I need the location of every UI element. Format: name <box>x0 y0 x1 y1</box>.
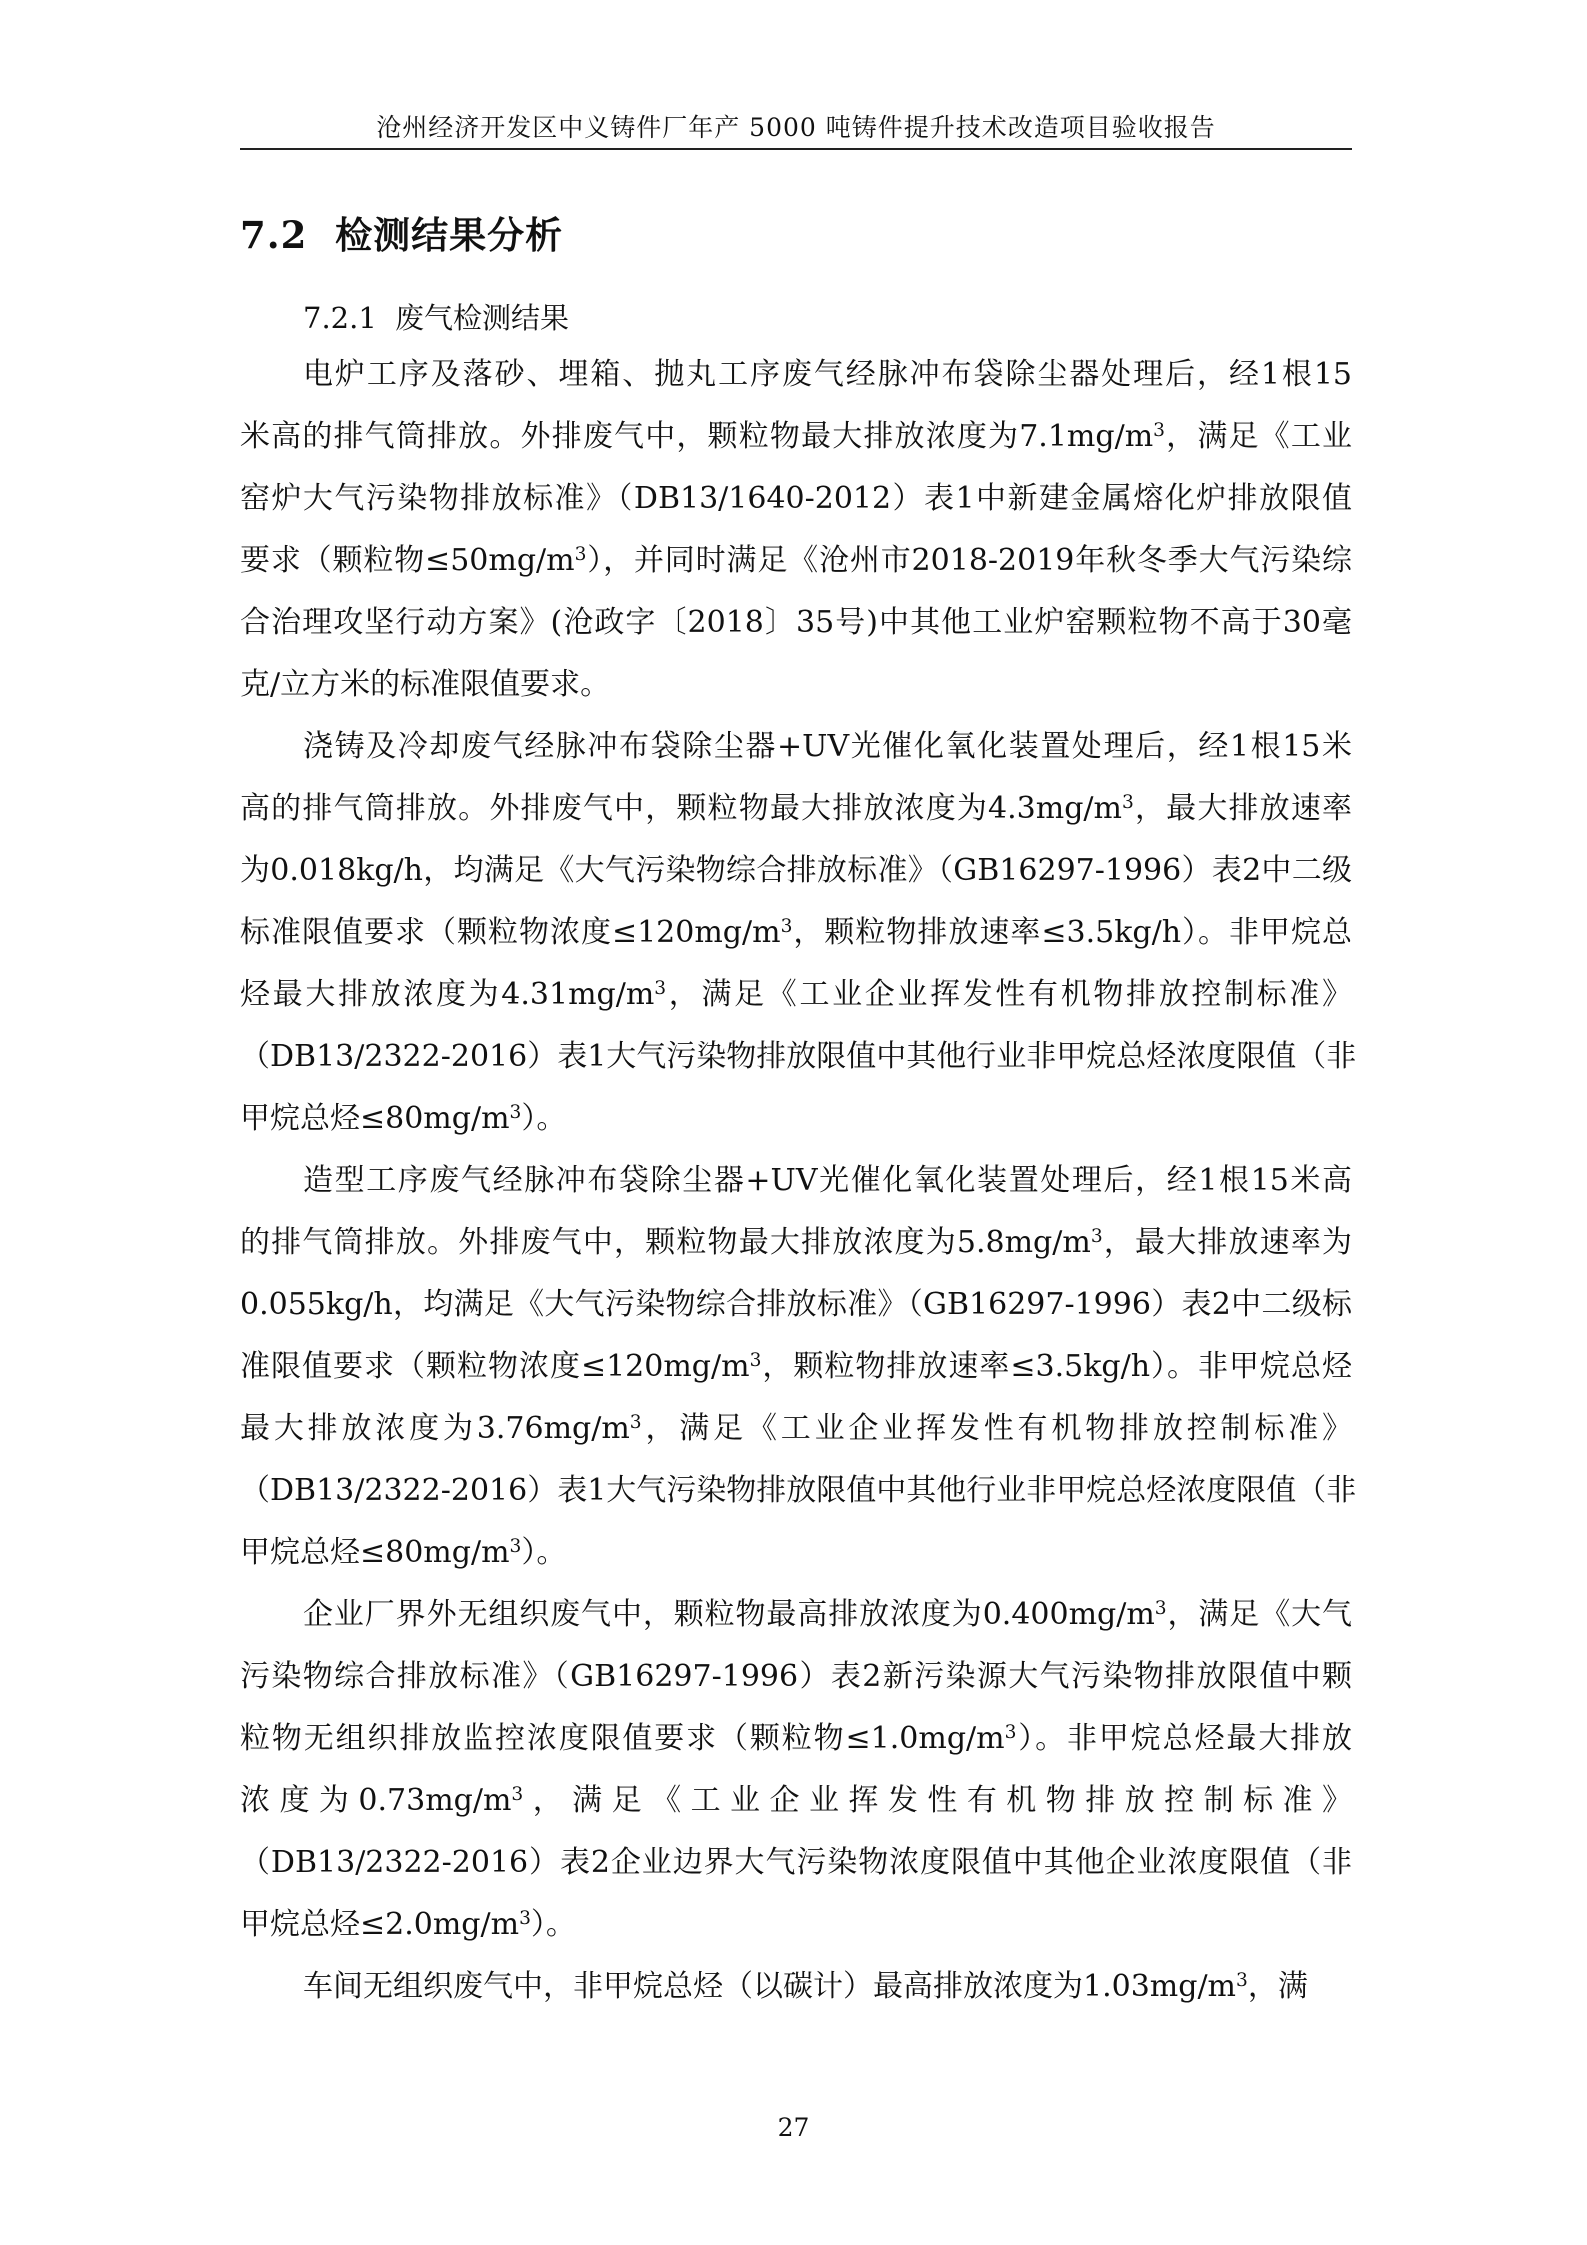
paragraph-line <box>240 1026 1357 1088</box>
superscript: 3 <box>780 915 793 937</box>
line-text: ，满足《工业企业挥发性有机物排放控制标准》 <box>641 1411 1352 1446</box>
paragraph-line <box>240 840 1352 902</box>
line-text: ，满足《大气 <box>1166 1597 1352 1632</box>
superscript: 3 <box>511 1783 524 1805</box>
line-text: ，满 <box>1247 1969 1308 2004</box>
paragraph-line <box>240 1894 1352 1956</box>
section-title: 检测结果分析 <box>335 213 564 257</box>
line-text: ，最大排放速率 <box>1133 791 1352 826</box>
line-text: 高的排气筒排放。外排废气中，颗粒物最大排放浓度为4.3mg/m <box>240 791 1122 826</box>
paragraph-line <box>240 1832 1352 1894</box>
line-text: ，满足《工业 <box>1164 419 1352 454</box>
superscript: 3 <box>749 1349 762 1371</box>
paragraph-line <box>240 1336 1352 1398</box>
line-text: 企业厂界外无组织废气中，颗粒物最高排放浓度为0.400mg/m <box>303 1597 1155 1632</box>
paragraph-line <box>240 1460 1357 1522</box>
line-text: 浓度为0.73mg/m <box>240 1783 512 1818</box>
paragraph <box>240 716 1357 1150</box>
superscript: 3 <box>1236 1969 1248 1991</box>
superscript: 3 <box>1153 419 1165 441</box>
paragraph-line <box>240 1522 1352 1584</box>
line-text: 甲烷总烃≤80mg/m <box>240 1535 510 1570</box>
paragraph-line <box>240 778 1352 840</box>
subsection-title: 废气检测结果 <box>395 301 570 335</box>
superscript: 3 <box>1090 1225 1103 1247</box>
running-header: 沧州经济开发区中义铸件厂年产 5000 吨铸件提升技术改造项目验收报告 <box>376 113 1216 142</box>
paragraph-line <box>240 1770 1352 1832</box>
paragraph-line <box>240 468 1352 530</box>
line-text: 0.055kg/h，均满足《大气污染物综合排放标准》（GB16297-1996）表2中二级标 <box>240 1287 1352 1322</box>
superscript: 3 <box>509 1101 522 1123</box>
paragraph-line <box>240 1150 1352 1212</box>
line-text: 车间无组织废气中，非甲烷总烃（以碳计）最高排放浓度为1.03mg/m <box>303 1969 1237 2004</box>
line-text: 标准限值要求（颗粒物浓度≤120mg/m <box>240 915 781 950</box>
header-rule <box>240 148 1352 150</box>
line-text: ）。 <box>521 1535 567 1570</box>
line-text: ），并同时满足《沧州市2018-2019年秋冬季大气污染综 <box>586 543 1352 578</box>
line-text: 克/立方米的标准限值要求。 <box>240 667 611 702</box>
paragraph <box>240 344 1352 716</box>
superscript: 3 <box>1154 1597 1167 1619</box>
line-text: 准限值要求（颗粒物浓度≤120mg/m <box>240 1349 750 1384</box>
paragraph-line <box>240 716 1352 778</box>
paragraph-line <box>240 1274 1352 1336</box>
line-text: ，满足《工业企业挥发性有机物排放控制标准》 <box>523 1783 1352 1818</box>
paragraph <box>240 1584 1352 1956</box>
section-number: 7.2 <box>240 213 308 257</box>
superscript: 3 <box>654 977 667 999</box>
line-text: 电炉工序及落砂、埋箱、抛丸工序废气经脉冲布袋除尘器处理后，经1根15 <box>303 357 1352 392</box>
page-number: 27 <box>777 2113 810 2142</box>
line-text: ，颗粒物排放速率≤3.5kg/h）。非甲烷总 <box>792 915 1352 950</box>
paragraph-line <box>240 964 1352 1026</box>
line-text: 合治理攻坚行动方案》(沧政字〔2018〕35号)中其他工业炉窑颗粒物不高于30毫 <box>240 605 1352 640</box>
line-text: 米高的排气筒排放。外排废气中，颗粒物最大排放浓度为7.1mg/m <box>240 419 1154 454</box>
line-text: 污染物综合排放标准》（GB16297-1996）表2新污染源大气污染物排放限值中颗 <box>240 1659 1352 1694</box>
paragraph-line <box>240 530 1352 592</box>
paragraph-line <box>240 1708 1352 1770</box>
paragraph-line <box>240 1398 1352 1460</box>
line-text: 造型工序废气经脉冲布袋除尘器+UV光催化氧化装置处理后，经1根15米高 <box>303 1163 1352 1198</box>
superscript: 3 <box>1121 791 1134 813</box>
line-text: 浇铸及冷却废气经脉冲布袋除尘器+UV光催化氧化装置处理后，经1根15米 <box>303 729 1352 764</box>
line-text: 甲烷总烃≤80mg/m <box>240 1101 510 1136</box>
paragraph-line <box>240 344 1352 406</box>
line-text: 烃最大排放浓度为4.31mg/m <box>240 977 655 1012</box>
line-text: ，颗粒物排放速率≤3.5kg/h）。非甲烷总烃 <box>761 1349 1352 1384</box>
body-text <box>240 344 1357 2018</box>
subsection-heading <box>303 296 569 337</box>
paragraph-line <box>240 654 1352 716</box>
line-text: （DB13/2322-2016）表2企业边界大气污染物浓度限值中其他企业浓度限值（非 <box>240 1845 1352 1880</box>
subsection-number: 7.2.1 <box>303 301 377 335</box>
line-text: ）。 <box>521 1101 567 1136</box>
line-text: ）。非甲烷总烃最大排放 <box>1016 1721 1352 1756</box>
superscript: 3 <box>509 1535 522 1557</box>
line-text: ，最大排放速率为 <box>1102 1225 1353 1260</box>
line-text: 窑炉大气污染物排放标准》（DB13/1640-2012）表1中新建金属熔化炉排放限值 <box>240 481 1352 516</box>
superscript: 3 <box>519 1907 531 1929</box>
line-text: ，满足《工业企业挥发性有机物排放控制标准》 <box>666 977 1353 1012</box>
paragraph-line <box>240 1956 1352 2018</box>
line-text: 要求（颗粒物≤50mg/m <box>240 543 575 578</box>
paragraph <box>240 1150 1357 1584</box>
superscript: 3 <box>574 543 587 565</box>
line-text: 甲烷总烃≤2.0mg/m <box>240 1907 520 1942</box>
line-text: 最大排放浓度为3.76mg/m <box>240 1411 630 1446</box>
paragraph-line <box>240 1646 1352 1708</box>
line-text: （DB13/2322-2016）表1大气污染物排放限值中其他行业非甲烷总烃浓度限值（非 <box>240 1039 1357 1074</box>
superscript: 3 <box>1004 1721 1017 1743</box>
superscript: 3 <box>629 1411 642 1433</box>
paragraph-line <box>240 1212 1352 1274</box>
line-text: （DB13/2322-2016）表1大气污染物排放限值中其他行业非甲烷总烃浓度限值（非 <box>240 1473 1357 1508</box>
paragraph-line <box>240 1584 1352 1646</box>
paragraph-line <box>240 1088 1352 1150</box>
paragraph-line <box>240 592 1352 654</box>
line-text: 为0.018kg/h，均满足《大气污染物综合排放标准》（GB16297-1996）表2中二级 <box>240 853 1352 888</box>
paragraph <box>240 1956 1352 2018</box>
line-text: 的排气筒排放。外排废气中，颗粒物最大排放浓度为5.8mg/m <box>240 1225 1091 1260</box>
paragraph-line <box>240 406 1352 468</box>
paragraph-line <box>240 902 1352 964</box>
section-heading <box>240 205 563 259</box>
line-text: 粒物无组织排放监控浓度限值要求（颗粒物≤1.0mg/m <box>240 1721 1005 1756</box>
line-text: ）。 <box>530 1907 576 1942</box>
